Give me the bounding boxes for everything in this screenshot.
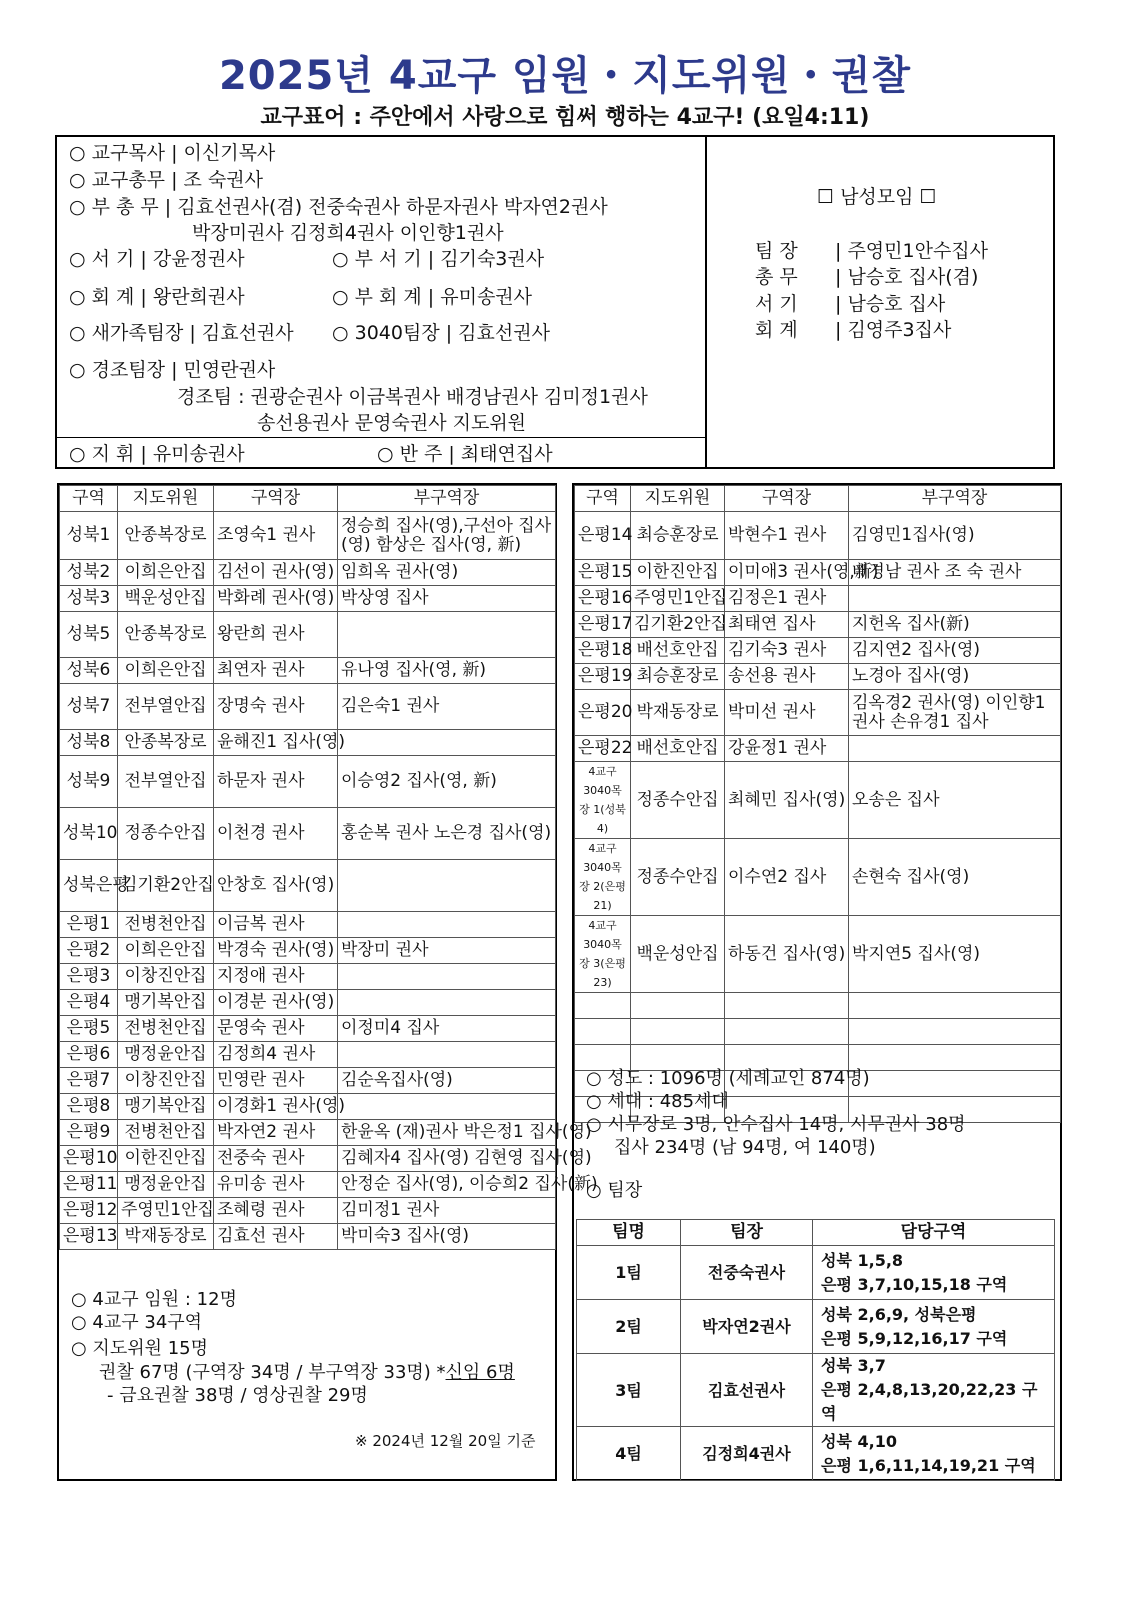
table-cell	[338, 964, 556, 990]
empty-cell	[725, 1045, 849, 1071]
table-row	[60, 912, 556, 938]
table-cell: 김기환2안집	[631, 612, 725, 638]
table-cell: 김미정1 권사	[338, 1198, 556, 1224]
officer-line: 박장미권사 김정희4권사 이인향1권사	[192, 222, 504, 244]
stat-line: ○ 4교구 34구역	[71, 1312, 203, 1333]
table-cell: 이희은안집	[118, 658, 214, 684]
table-cell	[849, 586, 1061, 612]
table-cell: 박현수1 권사	[725, 512, 849, 560]
table-cell: 은평19	[575, 664, 631, 690]
new-count: 신임 6명	[445, 1362, 515, 1383]
table-row	[60, 860, 556, 912]
officers-divider	[57, 437, 705, 438]
empty-row	[575, 1019, 1061, 1045]
table-cell: 이한진안집	[631, 560, 725, 586]
table-cell: 성북10	[60, 808, 118, 860]
table-row	[60, 512, 556, 560]
table-cell: 안창호 집사(영)	[214, 860, 338, 912]
table-cell: 문영숙 권사	[214, 1016, 338, 1042]
table-cell: 4교구 3040목장 2(은평21)	[575, 839, 631, 916]
team-area-cell	[813, 1427, 1055, 1481]
table-cell: 이정미4 집사	[338, 1016, 556, 1042]
stat-line: ○ 세대 : 485세대	[586, 1091, 729, 1112]
officer-line: ○ 새가족팀장 | 김효선권사	[69, 322, 294, 344]
table-cell: 성북1	[60, 512, 118, 560]
table-cell	[338, 912, 556, 938]
mens-role-label: 총 무	[755, 266, 798, 288]
table-cell: 김옥경2 권사(영) 이인향1 권사 손유경1 집사	[849, 690, 1061, 736]
table-cell: 은평10	[60, 1146, 118, 1172]
table-row	[60, 756, 556, 808]
area-eunpyeong: 은평 5,9,12,16,17 구역	[821, 1328, 1008, 1348]
table-cell	[338, 730, 556, 756]
table-cell: 정승희 집사(영),구선아 집사(영) 함상은 집사(영, 新)	[338, 512, 556, 560]
table-cell: 이경화1 권사(영)	[214, 1094, 338, 1120]
area-eunpyeong: 은평 2,4,8,13,20,22,23 구역	[821, 1380, 1038, 1423]
table-cell: 최연자 권사	[214, 658, 338, 684]
table-cell: 박자연2권사	[681, 1300, 813, 1354]
empty-cell	[575, 1045, 631, 1071]
column-header: 담당구역	[813, 1220, 1055, 1246]
officer-line: ○ 부 서 기 | 김기숙3권사	[332, 248, 545, 270]
table-cell: 이희은안집	[118, 938, 214, 964]
table-cell: 은평12	[60, 1198, 118, 1224]
column-header: 지도위원	[118, 486, 214, 512]
table-cell: 주영민1안집	[118, 1198, 214, 1224]
table-cell: 홍순복 권사 노은경 집사(영)	[338, 808, 556, 860]
stat-line: - 금요권찰 38명 / 영상권찰 29명	[107, 1385, 368, 1406]
mens-role-value: | 남승호 집사(겸)	[835, 266, 979, 288]
table-cell: 손현숙 집사(영)	[849, 839, 1061, 916]
table-row	[60, 990, 556, 1016]
table-cell: 강윤정1 권사	[725, 736, 849, 762]
officer-line: ○ 교구총무 | 조 숙권사	[69, 169, 263, 191]
area-seongbuk: 성북 4,10	[821, 1431, 897, 1451]
table-cell: 은평1	[60, 912, 118, 938]
empty-cell	[631, 1045, 725, 1071]
team-row	[577, 1246, 1055, 1300]
table-cell: 안종복장로	[118, 512, 214, 560]
officer-line: ○ 경조팀장 | 민영란권사	[69, 359, 276, 381]
empty-row	[575, 993, 1061, 1019]
table-cell: 정종수안집	[631, 762, 725, 839]
table-cell: 은평13	[60, 1224, 118, 1250]
table-cell: 김순옥집사(영)	[338, 1068, 556, 1094]
empty-cell	[631, 993, 725, 1019]
table-cell: 은평15	[575, 560, 631, 586]
table-header-row	[577, 1220, 1055, 1246]
empty-cell	[849, 1019, 1061, 1045]
table-row	[60, 1172, 556, 1198]
table-cell: 백운성안집	[631, 916, 725, 993]
team-area-cell	[813, 1300, 1055, 1354]
table-cell: 김정은1 권사	[725, 586, 849, 612]
table-cell: 노경아 집사(영)	[849, 664, 1061, 690]
stat-line: ○ 지도위원 15명	[71, 1338, 208, 1359]
officer-line: ○ 회 계 | 왕란희권사	[69, 286, 245, 308]
table-cell: 김효선 권사	[214, 1224, 338, 1250]
table-cell: 박미선 권사	[725, 690, 849, 736]
officers-box	[55, 135, 707, 469]
table-cell: 하문자 권사	[214, 756, 338, 808]
table-cell: 4팀	[577, 1427, 681, 1481]
column-header: 구역	[60, 486, 118, 512]
table-header-row	[60, 486, 556, 512]
table-cell: 박화례 권사(영)	[214, 586, 338, 612]
table-cell: 윤해진1 집사(영)	[214, 730, 338, 756]
table-cell: 맹기복안집	[118, 990, 214, 1016]
team-area-cell	[813, 1246, 1055, 1300]
table-row	[60, 560, 556, 586]
table-row	[575, 664, 1061, 690]
table-cell: 김정희4권사	[681, 1427, 813, 1481]
table-cell: 이승영2 집사(영, 新)	[338, 756, 556, 808]
table-row	[575, 638, 1061, 664]
table-row	[575, 612, 1061, 638]
table-cell	[338, 1042, 556, 1068]
table-cell: 박경숙 권사(영)	[214, 938, 338, 964]
right-district-table	[574, 485, 1061, 1123]
table-cell: 박미숙3 집사(영)	[338, 1224, 556, 1250]
table-row	[60, 730, 556, 756]
empty-cell	[849, 993, 1061, 1019]
officer-line: 송선용권사 문영숙권사 지도위원	[257, 412, 527, 434]
table-row	[575, 690, 1061, 736]
table-cell: 은평18	[575, 638, 631, 664]
area-seongbuk: 성북 2,6,9, 성북은평	[821, 1304, 977, 1324]
table-cell: 이천경 권사	[214, 808, 338, 860]
table-cell: 성북8	[60, 730, 118, 756]
table-cell: 은평4	[60, 990, 118, 1016]
table-cell: 박지연5 집사(영)	[849, 916, 1061, 993]
table-row	[575, 916, 1061, 993]
table-cell: 이한진안집	[118, 1146, 214, 1172]
table-cell	[338, 860, 556, 912]
table-row	[60, 1120, 556, 1146]
table-cell: 전병천안집	[118, 1016, 214, 1042]
table-cell: 하동건 집사(영)	[725, 916, 849, 993]
table-cell: 김효선권사	[681, 1354, 813, 1427]
table-cell	[338, 1094, 556, 1120]
table-cell: 안정순 집사(영), 이승희2 집사(新)	[338, 1172, 556, 1198]
table-row	[60, 964, 556, 990]
team-table	[576, 1219, 1055, 1481]
officer-line: ○ 부 총 무 | 김효선권사(겸) 전중숙권사 하문자권사 박자연2권사	[69, 196, 608, 218]
table-row	[575, 762, 1061, 839]
team-row	[577, 1300, 1055, 1354]
column-header: 부구역장	[338, 486, 556, 512]
mens-role-label: 팀 장	[755, 240, 798, 262]
table-cell: 조영숙1 권사	[214, 512, 338, 560]
table-cell: 왕란희 권사	[214, 612, 338, 658]
empty-cell	[849, 1071, 1061, 1097]
table-row	[60, 1198, 556, 1224]
table-cell: 김기숙3 권사	[725, 638, 849, 664]
table-cell: 성북은평	[60, 860, 118, 912]
table-cell: 전부열안집	[118, 684, 214, 730]
table-row	[60, 1042, 556, 1068]
mens-role-label: 회 계	[755, 319, 798, 341]
table-cell: 지헌옥 집사(新)	[849, 612, 1061, 638]
table-cell: 이희은안집	[118, 560, 214, 586]
table-row	[60, 808, 556, 860]
empty-cell	[575, 1019, 631, 1045]
table-cell: 은평9	[60, 1120, 118, 1146]
table-cell: 박상영 집사	[338, 586, 556, 612]
table-cell: 박자연2 권사	[214, 1120, 338, 1146]
table-cell: 최태연 집사	[725, 612, 849, 638]
officer-line: ○ 지 휘 | 유미송권사	[69, 443, 245, 465]
table-cell: 은평20	[575, 690, 631, 736]
table-cell: 안종복장로	[118, 612, 214, 658]
table-cell: 맹정윤안집	[118, 1172, 214, 1198]
table-cell: 3팀	[577, 1354, 681, 1427]
officer-line: ○ 3040팀장 | 김효선권사	[332, 322, 550, 344]
table-cell: 백운성안집	[118, 586, 214, 612]
empty-row	[575, 1045, 1061, 1071]
table-cell: 전병천안집	[118, 912, 214, 938]
table-cell: 2팀	[577, 1300, 681, 1354]
table-cell: 임희옥 권사(영)	[338, 560, 556, 586]
table-cell: 주영민1안집	[631, 586, 725, 612]
left-district-box	[57, 483, 598, 1481]
table-cell: 이경분 권사(영)	[214, 990, 338, 1016]
empty-cell	[631, 1019, 725, 1045]
kwonchal-count: 권찰 67명 (구역장 34명 / 부구역장 33명) *	[99, 1362, 446, 1383]
table-cell: 배경남 권사 조 숙 권사	[849, 560, 1061, 586]
column-header: 구역장	[725, 486, 849, 512]
table-cell: 송선용 권사	[725, 664, 849, 690]
table-cell: 오송은 집사	[849, 762, 1061, 839]
team-row	[577, 1354, 1055, 1427]
table-cell: 맹기복안집	[118, 1094, 214, 1120]
stat-line: 집사 234명 (남 94명, 여 140명)	[614, 1137, 876, 1158]
table-cell: 은평2	[60, 938, 118, 964]
stat-line	[99, 1362, 515, 1384]
table-header-row	[575, 486, 1061, 512]
table-cell: 성북5	[60, 612, 118, 658]
table-cell: 김영민1집사(영)	[849, 512, 1061, 560]
table-cell: 이수연2 집사	[725, 839, 849, 916]
stat-line: ○ 성도 : 1096명 (세례교인 874명)	[586, 1068, 870, 1089]
officer-line: 경조팀 : 권광순권사 이금복권사 배경남권사 김미정1권사	[177, 386, 648, 408]
mens-role-label: 서 기	[755, 293, 798, 315]
table-cell: 은평22	[575, 736, 631, 762]
table-cell: 은평11	[60, 1172, 118, 1198]
table-cell: 이미애3 권사(영,新)	[725, 560, 849, 586]
table-cell: 은평17	[575, 612, 631, 638]
table-cell: 4교구 3040목장 1(성북4)	[575, 762, 631, 839]
table-cell: 최혜민 집사(영)	[725, 762, 849, 839]
table-cell: 민영란 권사	[214, 1068, 338, 1094]
table-cell: 김기환2안집	[118, 860, 214, 912]
mens-group-box	[705, 135, 1055, 469]
table-cell: 유미송 권사	[214, 1172, 338, 1198]
table-cell: 배선호안집	[631, 736, 725, 762]
table-cell: 이창진안집	[118, 964, 214, 990]
table-cell: 은평6	[60, 1042, 118, 1068]
table-cell: 은평5	[60, 1016, 118, 1042]
table-cell: 전중숙권사	[681, 1246, 813, 1300]
table-cell: 정종수안집	[118, 808, 214, 860]
table-cell: 성북3	[60, 586, 118, 612]
page-title: 2025년 4교구 임원・지도위원・권찰	[218, 53, 912, 99]
table-cell: 지정애 권사	[214, 964, 338, 990]
table-cell	[849, 736, 1061, 762]
stat-line: ○ 팀장	[586, 1180, 643, 1201]
table-row	[60, 586, 556, 612]
table-row	[60, 658, 556, 684]
table-row	[575, 560, 1061, 586]
empty-cell	[725, 993, 849, 1019]
table-cell: 은평16	[575, 586, 631, 612]
area-seongbuk: 성북 1,5,8	[821, 1250, 904, 1270]
table-row	[60, 938, 556, 964]
table-cell	[338, 612, 556, 658]
area-eunpyeong: 은평 3,7,10,15,18 구역	[821, 1274, 1008, 1294]
table-cell: 박장미 권사	[338, 938, 556, 964]
table-cell: 배선호안집	[631, 638, 725, 664]
officer-line: ○ 부 회 계 | 유미송권사	[332, 286, 533, 308]
mens-role-value: | 남승호 집사	[835, 293, 946, 315]
empty-cell	[725, 1019, 849, 1045]
table-cell: 전중숙 권사	[214, 1146, 338, 1172]
table-cell: 김은숙1 권사	[338, 684, 556, 730]
table-cell: 은평7	[60, 1068, 118, 1094]
column-header: 팀명	[577, 1220, 681, 1246]
right-district-box	[572, 483, 1062, 1481]
mens-role-value: | 주영민1안수집사	[835, 240, 989, 262]
table-cell: 성북9	[60, 756, 118, 808]
table-row	[60, 1146, 556, 1172]
empty-cell	[575, 993, 631, 1019]
table-row	[575, 736, 1061, 762]
column-header: 구역장	[214, 486, 338, 512]
table-cell: 최승훈장로	[631, 664, 725, 690]
table-cell: 성북7	[60, 684, 118, 730]
team-area-cell	[813, 1354, 1055, 1427]
table-cell: 4교구 3040목장 3(은평23)	[575, 916, 631, 993]
column-header: 지도위원	[631, 486, 725, 512]
officer-line: ○ 반 주 | 최태연집사	[377, 443, 553, 465]
table-cell: 한윤옥 (재)권사 박은정1 집사(영)	[338, 1120, 556, 1146]
left-district-table	[59, 485, 598, 1250]
table-cell: 은평8	[60, 1094, 118, 1120]
column-header: 구역	[575, 486, 631, 512]
column-header: 부구역장	[849, 486, 1061, 512]
table-cell: 이금복 권사	[214, 912, 338, 938]
table-cell: 성북2	[60, 560, 118, 586]
table-cell: 유나영 집사(영, 新)	[338, 658, 556, 684]
as-of-date: ※ 2024년 12월 20일 기준	[355, 1432, 536, 1450]
district-motto: 교구표어 : 주안에서 사랑으로 힘써 행하는 4교구! (요일4:11)	[260, 105, 870, 130]
table-row	[60, 1224, 556, 1250]
area-eunpyeong: 은평 1,6,11,14,19,21 구역	[821, 1455, 1036, 1475]
table-cell: 조혜령 권사	[214, 1198, 338, 1224]
table-cell: 맹정윤안집	[118, 1042, 214, 1068]
team-row	[577, 1427, 1055, 1481]
table-cell: 김혜자4 집사(영) 김현영 집사(영)	[338, 1146, 556, 1172]
table-row	[60, 1094, 556, 1120]
stat-line: ○ 시무장로 3명, 안수집사 14명, 시무권사 38명	[586, 1114, 966, 1135]
table-row	[60, 1016, 556, 1042]
mens-role-value: | 김영주3집사	[835, 319, 952, 341]
table-cell: 은평14	[575, 512, 631, 560]
table-cell: 김선이 권사(영)	[214, 560, 338, 586]
table-row	[60, 612, 556, 658]
table-cell	[338, 990, 556, 1016]
table-row	[60, 1068, 556, 1094]
area-seongbuk: 성북 3,7	[821, 1356, 886, 1375]
table-row	[575, 839, 1061, 916]
stat-line: ○ 4교구 임원 : 12명	[71, 1289, 237, 1310]
table-cell: 장명숙 권사	[214, 684, 338, 730]
table-cell: 최승훈장로	[631, 512, 725, 560]
mens-group-title: ☐ 남성모임 ☐	[817, 186, 937, 208]
table-row	[575, 512, 1061, 560]
table-cell: 은평3	[60, 964, 118, 990]
table-cell: 전부열안집	[118, 756, 214, 808]
empty-cell	[849, 1045, 1061, 1071]
officer-line: ○ 교구목사 | 이신기목사	[69, 142, 276, 164]
table-cell: 김정희4 권사	[214, 1042, 338, 1068]
table-cell: 박재동장로	[631, 690, 725, 736]
table-row	[60, 684, 556, 730]
table-cell: 정종수안집	[631, 839, 725, 916]
table-cell: 김지연2 집사(영)	[849, 638, 1061, 664]
officer-line: ○ 서 기 | 강윤정권사	[69, 248, 245, 270]
table-cell: 안종복장로	[118, 730, 214, 756]
table-cell: 이창진안집	[118, 1068, 214, 1094]
table-row	[575, 586, 1061, 612]
table-cell: 성북6	[60, 658, 118, 684]
table-cell: 전병천안집	[118, 1120, 214, 1146]
table-cell: 박재동장로	[118, 1224, 214, 1250]
column-header: 팀장	[681, 1220, 813, 1246]
table-cell: 1팀	[577, 1246, 681, 1300]
